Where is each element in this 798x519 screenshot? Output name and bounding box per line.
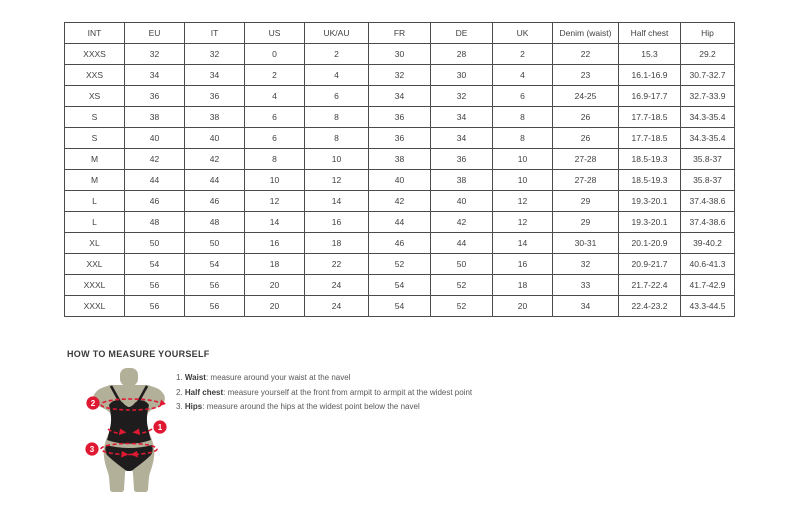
table-cell: 8 xyxy=(493,107,553,128)
table-cell: 39-40.2 xyxy=(681,233,735,254)
table-cell: 18.5-19.3 xyxy=(619,170,681,191)
step-text: : measure around the hips at the widest point below the navel xyxy=(202,402,420,411)
table-cell: 42 xyxy=(369,191,431,212)
table-cell: 22 xyxy=(553,44,619,65)
table-row xyxy=(65,149,735,170)
measure-step xyxy=(176,400,472,415)
table-cell: 42 xyxy=(125,149,185,170)
hips-badge-number: 3 xyxy=(89,445,95,454)
table-cell: 18.5-19.3 xyxy=(619,149,681,170)
table-cell: 35.8-37 xyxy=(681,149,735,170)
table-cell: 21.7-22.4 xyxy=(619,275,681,296)
column-header: UK xyxy=(493,23,553,44)
table-cell: 20.1-20.9 xyxy=(619,233,681,254)
table-cell: 27-28 xyxy=(553,170,619,191)
table-cell: 30-31 xyxy=(553,233,619,254)
table-cell: 48 xyxy=(125,212,185,233)
table-cell: 12 xyxy=(493,191,553,212)
table-cell: 54 xyxy=(369,296,431,317)
step-term: Half chest xyxy=(184,387,224,397)
table-cell: 29.2 xyxy=(681,44,735,65)
size-conversion-table xyxy=(64,22,735,317)
table-cell: 34.3-35.4 xyxy=(681,107,735,128)
table-cell: 36 xyxy=(125,86,185,107)
column-header: Denim (waist) xyxy=(553,23,619,44)
mannequin-illustration xyxy=(74,368,186,496)
table-cell: 30.7-32.7 xyxy=(681,65,735,86)
table-row xyxy=(65,86,735,107)
table-cell: 10 xyxy=(493,170,553,191)
table-cell: 40 xyxy=(369,170,431,191)
table-cell: 36 xyxy=(431,149,493,170)
table-cell: 46 xyxy=(185,191,245,212)
table-cell: 26 xyxy=(553,107,619,128)
table-cell: 52 xyxy=(431,296,493,317)
table-row xyxy=(65,254,735,275)
measurement-figure xyxy=(74,368,186,496)
table-cell: 8 xyxy=(305,128,369,149)
table-row xyxy=(65,44,735,65)
table-cell: 27-28 xyxy=(553,149,619,170)
table-cell: 16 xyxy=(493,254,553,275)
chest-badge-number: 2 xyxy=(90,399,96,408)
table-cell: 23 xyxy=(553,65,619,86)
table-cell: 22 xyxy=(305,254,369,275)
table-cell: 33 xyxy=(553,275,619,296)
table-row xyxy=(65,170,735,191)
table-cell: 42 xyxy=(431,212,493,233)
table-cell: 17.7-18.5 xyxy=(619,107,681,128)
table-cell: 40.6-41.3 xyxy=(681,254,735,275)
table-cell: 50 xyxy=(125,233,185,254)
table-cell: 20 xyxy=(245,296,305,317)
table-cell: 17.7-18.5 xyxy=(619,128,681,149)
column-header: INT xyxy=(65,23,125,44)
table-cell: 52 xyxy=(431,275,493,296)
size-table-header xyxy=(65,23,735,44)
size-table-body xyxy=(65,44,735,317)
step-text: : measure yourself at the front from armpit to armpit at the widest point xyxy=(223,387,473,397)
table-cell: 16.1-16.9 xyxy=(619,65,681,86)
table-cell: 46 xyxy=(125,191,185,212)
table-cell: 38 xyxy=(431,170,493,191)
table-cell: 38 xyxy=(185,107,245,128)
table-cell: 38 xyxy=(369,149,431,170)
table-cell: 37.4-38.6 xyxy=(681,212,735,233)
table-cell: 34 xyxy=(431,107,493,128)
table-cell: XXXL xyxy=(65,296,125,317)
table-cell: XS xyxy=(65,86,125,107)
table-cell: S xyxy=(65,128,125,149)
table-cell: L xyxy=(65,191,125,212)
table-cell: 2 xyxy=(305,44,369,65)
table-cell: 6 xyxy=(245,128,305,149)
table-cell: 18 xyxy=(305,233,369,254)
table-cell: 41.7-42.9 xyxy=(681,275,735,296)
table-cell: 6 xyxy=(493,86,553,107)
table-cell: 16 xyxy=(305,212,369,233)
table-cell: 44 xyxy=(431,233,493,254)
column-header: EU xyxy=(125,23,185,44)
table-cell: 8 xyxy=(493,128,553,149)
measure-point-chest-badge xyxy=(86,396,99,409)
table-cell: 44 xyxy=(369,212,431,233)
table-row xyxy=(65,65,735,86)
table-cell: 24 xyxy=(305,275,369,296)
table-cell: 29 xyxy=(553,212,619,233)
table-row xyxy=(65,212,735,233)
table-cell: 36 xyxy=(369,128,431,149)
table-cell: 35.8-37 xyxy=(681,170,735,191)
table-header-row xyxy=(65,23,735,44)
measure-point-hips-badge xyxy=(85,442,98,455)
table-cell: 40 xyxy=(185,128,245,149)
table-cell: 44 xyxy=(185,170,245,191)
waist-badge-number: 1 xyxy=(157,423,163,432)
table-cell: 40 xyxy=(431,191,493,212)
table-cell: 54 xyxy=(185,254,245,275)
table-cell: 43.3-44.5 xyxy=(681,296,735,317)
table-cell: 32 xyxy=(185,44,245,65)
table-cell: 50 xyxy=(185,233,245,254)
table-cell: 36 xyxy=(185,86,245,107)
table-cell: 40 xyxy=(125,128,185,149)
table-cell: 10 xyxy=(245,170,305,191)
table-cell: 28 xyxy=(431,44,493,65)
table-cell: 30 xyxy=(431,65,493,86)
measure-steps-list xyxy=(176,371,472,415)
table-cell: 54 xyxy=(125,254,185,275)
column-header: US xyxy=(245,23,305,44)
table-cell: 36 xyxy=(369,107,431,128)
table-cell: 16 xyxy=(245,233,305,254)
table-cell: 18 xyxy=(245,254,305,275)
column-header: FR xyxy=(369,23,431,44)
table-row xyxy=(65,233,735,254)
table-cell: 20.9-21.7 xyxy=(619,254,681,275)
table-cell: 34 xyxy=(369,86,431,107)
table-cell: XXS xyxy=(65,65,125,86)
table-cell: 32 xyxy=(369,65,431,86)
table-cell: 56 xyxy=(125,296,185,317)
table-cell: 20 xyxy=(493,296,553,317)
table-cell: 34.3-35.4 xyxy=(681,128,735,149)
step-text: : measure around your waist at the navel xyxy=(205,373,351,382)
table-cell: XXXS xyxy=(65,44,125,65)
table-cell: 32 xyxy=(431,86,493,107)
table-cell: 8 xyxy=(245,149,305,170)
table-cell: 14 xyxy=(493,233,553,254)
table-cell: 29 xyxy=(553,191,619,212)
table-cell: XL xyxy=(65,233,125,254)
table-cell: 12 xyxy=(245,191,305,212)
step-term: Hips xyxy=(184,402,203,411)
table-cell: 34 xyxy=(553,296,619,317)
table-cell: 19.3-20.1 xyxy=(619,191,681,212)
table-cell: 50 xyxy=(431,254,493,275)
table-cell: 46 xyxy=(369,233,431,254)
table-cell: 52 xyxy=(369,254,431,275)
table-cell: 48 xyxy=(185,212,245,233)
table-row xyxy=(65,128,735,149)
table-cell: 32 xyxy=(553,254,619,275)
table-row xyxy=(65,275,735,296)
table-cell: 56 xyxy=(125,275,185,296)
table-row xyxy=(65,191,735,212)
table-cell: 24 xyxy=(305,296,369,317)
table-cell: 24-25 xyxy=(553,86,619,107)
step-term: Waist xyxy=(184,373,206,382)
table-cell: L xyxy=(65,212,125,233)
step-number: 3. xyxy=(176,402,183,411)
table-cell: 14 xyxy=(305,191,369,212)
step-number: 1. xyxy=(176,373,183,382)
table-cell: 6 xyxy=(245,107,305,128)
table-cell: 26 xyxy=(553,128,619,149)
measure-step xyxy=(176,371,472,386)
table-cell: 34 xyxy=(185,65,245,86)
table-cell: M xyxy=(65,170,125,191)
table-cell: 22.4-23.2 xyxy=(619,296,681,317)
table-cell: XXL xyxy=(65,254,125,275)
column-header: DE xyxy=(431,23,493,44)
table-cell: 4 xyxy=(305,65,369,86)
table-cell: 20 xyxy=(245,275,305,296)
table-cell: 0 xyxy=(245,44,305,65)
table-cell: 54 xyxy=(369,275,431,296)
column-header: UK/AU xyxy=(305,23,369,44)
table-cell: 6 xyxy=(305,86,369,107)
table-row xyxy=(65,296,735,317)
table-cell: 34 xyxy=(431,128,493,149)
table-cell: 44 xyxy=(125,170,185,191)
table-cell: 56 xyxy=(185,275,245,296)
table-cell: 2 xyxy=(493,44,553,65)
table-cell: 30 xyxy=(369,44,431,65)
table-cell: 32 xyxy=(125,44,185,65)
table-cell: 4 xyxy=(493,65,553,86)
column-header: IT xyxy=(185,23,245,44)
column-header: Hip xyxy=(681,23,735,44)
table-cell: 37.4-38.6 xyxy=(681,191,735,212)
table-cell: 16.9-17.7 xyxy=(619,86,681,107)
table-cell: 38 xyxy=(125,107,185,128)
measure-point-waist-badge xyxy=(153,420,166,433)
table-cell: 42 xyxy=(185,149,245,170)
table-cell: 19.3-20.1 xyxy=(619,212,681,233)
measure-step xyxy=(176,386,472,401)
how-to-measure-heading: HOW TO MEASURE YOURSELF xyxy=(67,349,210,359)
table-cell: XXXL xyxy=(65,275,125,296)
table-cell: 15.3 xyxy=(619,44,681,65)
table-cell: 10 xyxy=(305,149,369,170)
table-cell: 56 xyxy=(185,296,245,317)
table-cell: 2 xyxy=(245,65,305,86)
table-cell: 12 xyxy=(305,170,369,191)
table-cell: 12 xyxy=(493,212,553,233)
table-cell: 32.7-33.9 xyxy=(681,86,735,107)
table-cell: 34 xyxy=(125,65,185,86)
table-cell: 18 xyxy=(493,275,553,296)
column-header: Half chest xyxy=(619,23,681,44)
table-cell: 4 xyxy=(245,86,305,107)
table-cell: 10 xyxy=(493,149,553,170)
table-cell: M xyxy=(65,149,125,170)
table-cell: 8 xyxy=(305,107,369,128)
table-cell: 14 xyxy=(245,212,305,233)
table-cell: S xyxy=(65,107,125,128)
step-number: 2. xyxy=(176,387,183,397)
table-row xyxy=(65,107,735,128)
